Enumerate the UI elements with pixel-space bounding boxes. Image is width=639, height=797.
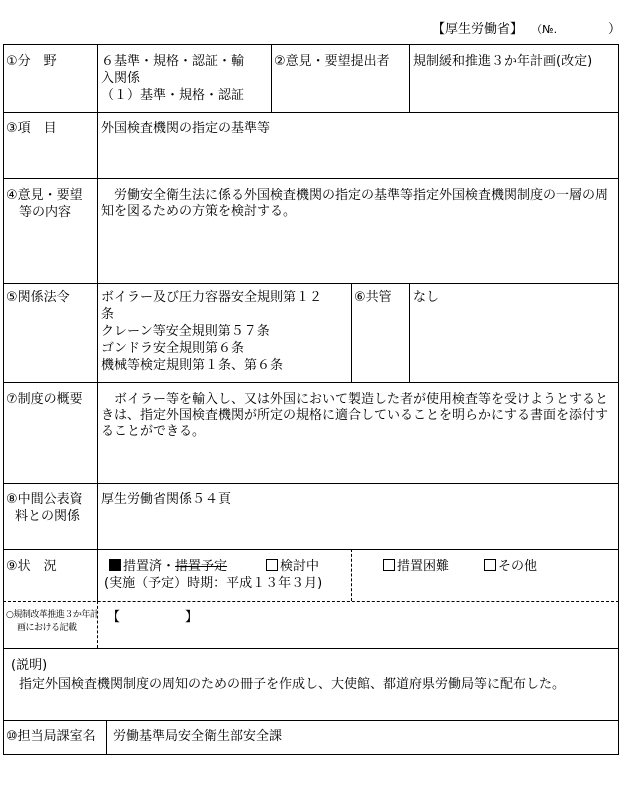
explanation-title: (説明): [11, 658, 48, 673]
content-value: 労働安全衛生法に係る外国検査機関の指定の基準等指定外国検査機関制度の一層の周知を図るための方策を検討する。: [101, 188, 609, 219]
status-option-difficult: [383, 559, 449, 575]
item-label: ③項 目: [6, 121, 57, 136]
border-bottom: [3, 754, 619, 755]
row-divider: [3, 178, 619, 179]
row-divider: [3, 112, 619, 113]
joint-value: なし: [413, 290, 440, 305]
requester-value: 規制緩和推進３か年計画(改定): [413, 54, 593, 69]
law-line: ゴンドラ安全規則第６条: [101, 341, 245, 356]
requester-label: ②意見・要望提出者: [274, 54, 390, 69]
plan-label-line2: 画における記載: [17, 623, 77, 633]
office-column-divider: [106, 720, 107, 755]
status-reviewing-text: 検討中: [280, 559, 320, 574]
border-top: [3, 44, 619, 45]
label-column-divider-dashed: [97, 601, 98, 648]
interim-label-line1: ⑧中間公表資: [6, 492, 83, 507]
row-divider: [3, 483, 619, 484]
checkbox-icon: [383, 559, 395, 571]
office-label: ⑩担当局課室名: [6, 729, 96, 744]
column-divider: [409, 44, 410, 112]
status-other-text: その他: [498, 559, 538, 574]
field-value-line1: ６基準・規格・認証・輸: [101, 54, 245, 69]
laws-label: ⑤関係法令: [6, 290, 70, 305]
row-divider: [3, 549, 619, 550]
column-divider: [351, 283, 352, 382]
explanation-value: 指定外国検査機関制度の周知のための冊子を作成し、大使館、都道府県労働局等に配布した。: [19, 677, 566, 692]
office-value: 労働基準局安全衛生部安全課: [113, 729, 283, 744]
checkbox-icon: [484, 559, 496, 571]
status-column-divider-dashed: [351, 549, 352, 601]
status-implementation: (実施（予定）時期：平成１３年３月): [104, 576, 323, 591]
row-divider-dashed: [3, 601, 619, 602]
status-planned-text: 措置予定: [175, 559, 228, 574]
row-divider: [3, 283, 619, 284]
page-header: [432, 22, 622, 38]
law-line: 機械等検定規則第１条、第６条: [101, 358, 284, 373]
form-table: [3, 44, 619, 755]
status-label: ⑨状 況: [6, 559, 57, 574]
field-value-line2: 入関係: [101, 71, 141, 86]
law-line: 条: [101, 307, 115, 322]
ministry-label: 【厚生労働省】: [432, 22, 524, 37]
content-label-line1: ④意見・要望: [6, 188, 83, 203]
status-option-other: [484, 559, 537, 575]
row-divider: [3, 648, 619, 649]
interim-label-line2: 料との関係: [15, 509, 81, 524]
status-option-reviewing: [266, 559, 319, 575]
column-divider: [409, 283, 410, 382]
status-option-done: [109, 559, 227, 575]
number-close: ）: [608, 22, 622, 37]
law-line: クレーン等安全規則第５７条: [101, 324, 270, 339]
checked-box-icon: [109, 559, 121, 571]
plan-value: 【 】: [107, 610, 199, 625]
status-done-text: 措置済・: [123, 559, 176, 574]
row-divider: [3, 720, 619, 721]
status-difficult-text: 措置困難: [397, 559, 450, 574]
field-label: ①分 野: [6, 54, 57, 69]
field-value-line3: （１）基準・規格・認証: [101, 88, 245, 103]
interim-value: 厚生労働省関係５４頁: [101, 492, 232, 507]
item-value: 外国検査機関の指定の基準等: [101, 121, 271, 136]
checkbox-icon: [266, 559, 278, 571]
joint-label: ⑥共管: [354, 290, 392, 305]
overview-label: ⑦制度の概要: [6, 392, 83, 407]
row-divider: [3, 382, 619, 383]
column-divider: [271, 44, 272, 112]
number-label: （№.: [531, 23, 558, 36]
plan-label-line1: ○規制改革推進３か年計: [6, 610, 99, 620]
content-label-line2: 等の内容: [19, 205, 72, 220]
label-column-divider: [97, 44, 98, 601]
law-line: ボイラー及び圧力容器安全規則第１２: [101, 290, 323, 305]
overview-value: ボイラー等を輸入し、又は外国において製造した者が使用検査等を受けようとするときは、指定外国検査機関が所定の規格に適合していることを明らかにする書面を添付することができる。: [101, 392, 609, 439]
